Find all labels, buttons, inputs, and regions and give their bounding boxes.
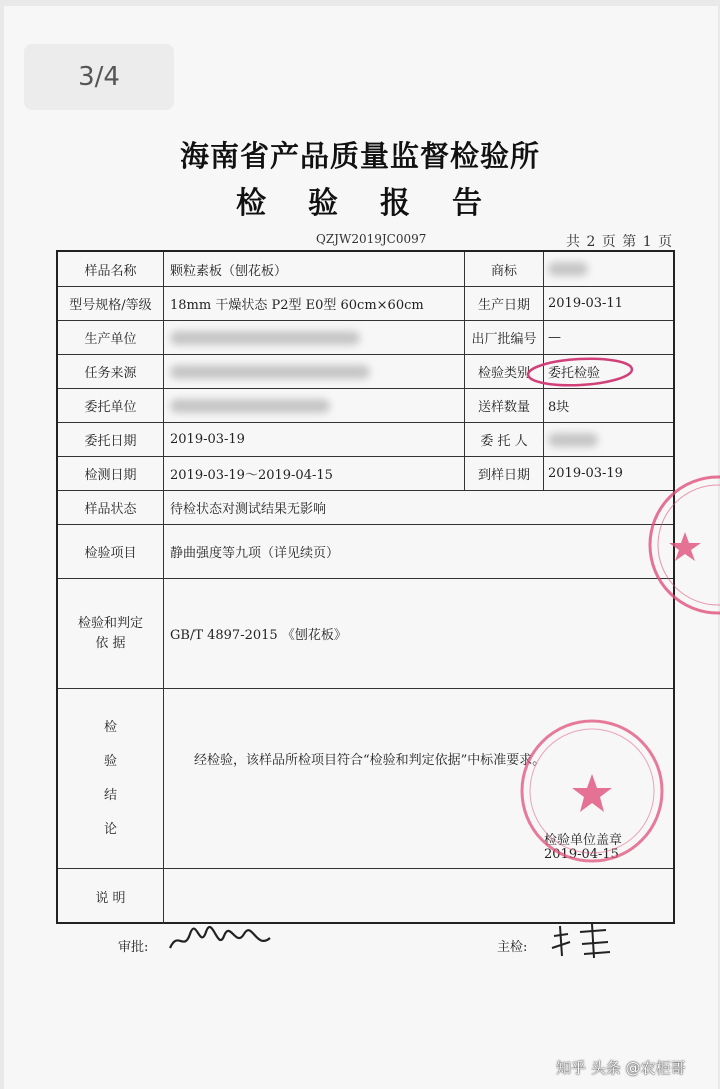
client-unit-value-redacted bbox=[164, 389, 465, 422]
client-date-label: 委托日期 bbox=[58, 423, 164, 456]
conclusion-label-char: 论 bbox=[103, 821, 117, 837]
trademark-label: 商标 bbox=[465, 252, 544, 286]
highlight-circle-icon bbox=[524, 354, 636, 390]
test-date-label: 检测日期 bbox=[58, 457, 164, 490]
page-indicator-badge: 3/4 bbox=[24, 44, 174, 110]
batch-no-label: 出厂批编号 bbox=[465, 321, 544, 354]
test-items-value: 静曲强度等九项（详见续页） bbox=[170, 546, 340, 561]
test-items-label: 检验项目 bbox=[58, 525, 164, 578]
inspection-type-label: 检验类别 bbox=[465, 355, 544, 388]
row-basis bbox=[58, 578, 673, 688]
client-unit-label: 委托单位 bbox=[58, 389, 164, 422]
inspection-type-value: 委托检验 bbox=[548, 366, 601, 381]
basis-label bbox=[58, 579, 164, 688]
arrival-date-value: 2019-03-19 bbox=[548, 466, 623, 481]
row-model bbox=[58, 286, 673, 320]
conclusion-text: 经检验，该样品所检项目符合“检验和判定依据”中标准要求。 bbox=[194, 753, 546, 768]
conclusion-label bbox=[58, 689, 164, 868]
sample-state-label: 样品状态 bbox=[58, 491, 164, 524]
row-test-date bbox=[58, 456, 673, 490]
conclusion-label-char: 结 bbox=[103, 787, 117, 803]
row-sample-state bbox=[58, 490, 673, 524]
arrival-date-label: 到样日期 bbox=[465, 457, 544, 490]
task-source-label: 任务来源 bbox=[58, 355, 164, 388]
basis-value: GB/T 4897-2015 《刨花板》 bbox=[170, 628, 347, 643]
stamp-label: 检验单位盖章 bbox=[544, 833, 623, 848]
organization-name: 海南省产品质量监督检验所 bbox=[179, 139, 540, 173]
sample-qty-label: 送样数量 bbox=[465, 389, 544, 422]
row-sample-name bbox=[58, 252, 673, 286]
row-producer bbox=[58, 320, 673, 354]
official-stamp-edge-icon bbox=[640, 470, 720, 620]
conclusion-label-char: 检 bbox=[103, 719, 117, 735]
producer-value-redacted bbox=[164, 321, 465, 354]
test-date-value: 2019-03-19～2019-04-15 bbox=[164, 457, 465, 490]
sample-name-label: 样品名称 bbox=[58, 252, 164, 286]
production-date-label: 生产日期 bbox=[465, 287, 544, 320]
trademark-value-redacted bbox=[544, 252, 673, 286]
task-source-value-redacted bbox=[164, 355, 465, 388]
model-label: 型号规格/等级 bbox=[58, 287, 164, 320]
watermark: 知乎 头条 @农柜哥 bbox=[556, 1059, 686, 1077]
production-date-value: 2019-03-11 bbox=[548, 296, 623, 311]
row-client-unit bbox=[58, 388, 673, 422]
model-value: 18mm 干燥状态 P2型 E0型 60cm×60cm bbox=[164, 287, 465, 320]
official-stamp-icon bbox=[517, 716, 667, 866]
row-test-items bbox=[58, 524, 673, 578]
batch-no-value: — bbox=[548, 330, 561, 345]
page-count: 共 2 页 第 1 页 bbox=[566, 234, 674, 250]
sample-qty-value: 8块 bbox=[548, 400, 570, 415]
sample-name-value: 颗粒素板（刨花板） bbox=[164, 252, 465, 286]
approval-label: 审批: bbox=[118, 940, 149, 955]
remarks-label: 说 明 bbox=[58, 869, 164, 924]
document-title: 检验报告 bbox=[236, 186, 524, 221]
client-person-label: 委 托 人 bbox=[465, 423, 544, 456]
inspector-signature-icon bbox=[548, 922, 628, 962]
basis-label-line1: 检验和判定 bbox=[77, 615, 143, 631]
basis-label-line2: 依 据 bbox=[95, 635, 126, 651]
client-date-value: 2019-03-19 bbox=[164, 423, 465, 456]
row-client-date bbox=[58, 422, 673, 456]
conclusion-label-char: 验 bbox=[103, 753, 117, 769]
approver-signature-icon bbox=[166, 922, 276, 958]
client-person-value-redacted bbox=[544, 423, 673, 456]
sample-state-value: 待检状态对测试结果无影响 bbox=[170, 502, 327, 517]
row-remarks bbox=[58, 868, 673, 924]
chief-inspector-label: 主检: bbox=[497, 940, 528, 955]
producer-label: 生产单位 bbox=[58, 321, 164, 354]
stamp-date: 2019-04-15 bbox=[544, 847, 619, 862]
report-number: QZJW2019JC0097 bbox=[316, 232, 427, 246]
